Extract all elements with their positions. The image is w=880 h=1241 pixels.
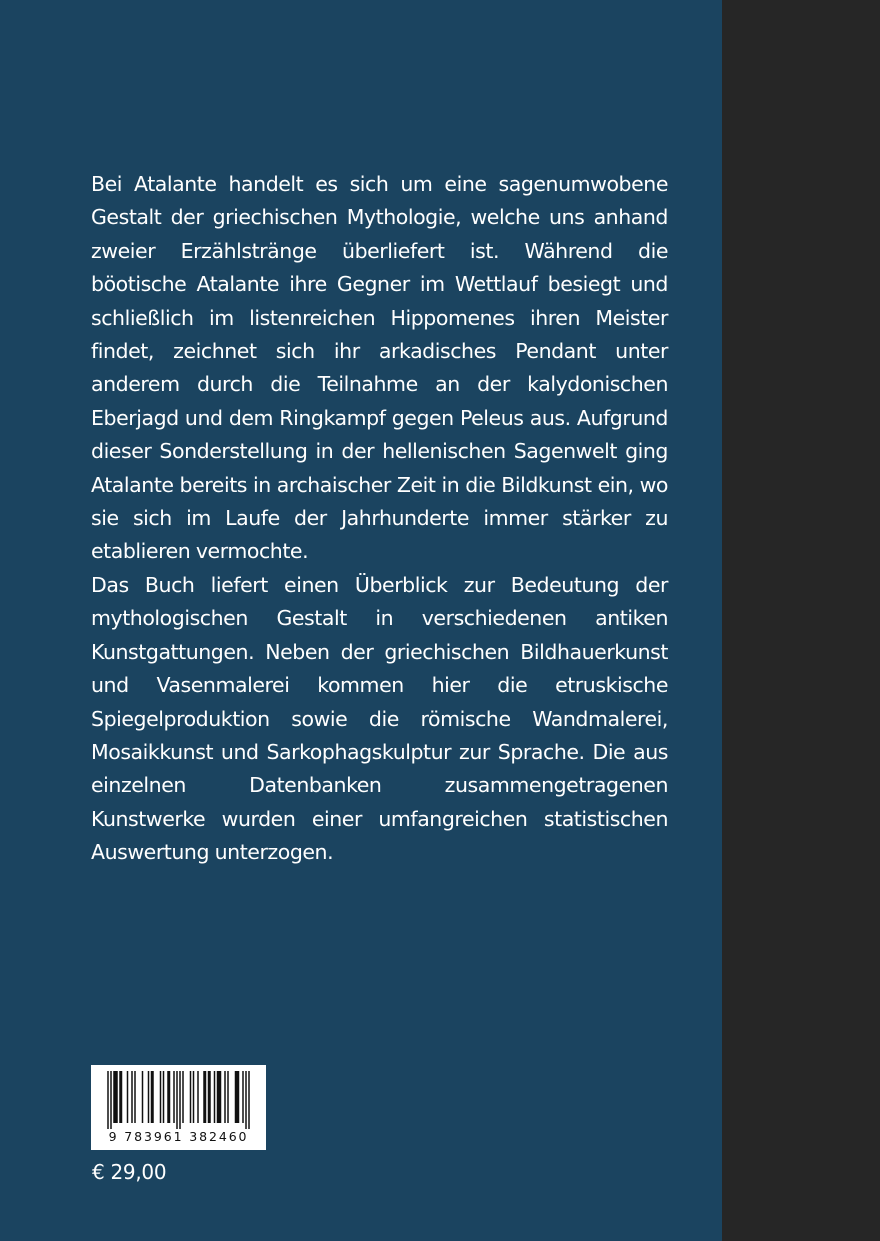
barcode-bar: [248, 1071, 250, 1129]
barcode-bar: [119, 1071, 122, 1123]
barcode-bar: [148, 1071, 150, 1123]
barcode-bar: [131, 1071, 133, 1123]
barcode-bar: [197, 1071, 199, 1123]
barcode-bar: [190, 1071, 192, 1123]
barcode-bar: [203, 1071, 206, 1123]
barcode-bar: [113, 1071, 118, 1123]
barcode-bar: [217, 1071, 222, 1123]
barcode-bar: [182, 1071, 184, 1123]
barcode-bar: [224, 1071, 226, 1123]
barcode-bar: [214, 1071, 216, 1123]
price-label: € 29,00: [92, 1160, 167, 1184]
barcode-bar: [193, 1071, 195, 1123]
blurb-paragraph-2: Das Buch liefert einen Überblick zur Bedeutung der mythologischen Gestalt in verschiedenen antiken Kunstgattungen. Neben der griechischen Bildhauerkunst und Vasenmalerei kommen hier die etruskische Spiegelproduktion sowie die römische Wandmalerei, Mosaikkunst und Sarkophagskulptur zur Sprache. Die aus einzelnen Datenbanken zusammengetragenen Kunstwerke wurden einer umfangreichen statistischen Auswertung unterzogen.: [91, 572, 668, 865]
barcode-bar: [227, 1071, 229, 1123]
barcode-bar: [245, 1071, 247, 1129]
barcode-bar: [179, 1071, 181, 1129]
barcode-bar: [242, 1071, 244, 1123]
barcode-bar: [208, 1071, 211, 1123]
barcode-digits: 9 783961 382460: [108, 1129, 249, 1144]
barcode-bar: [173, 1071, 175, 1123]
barcode-bar: [163, 1071, 165, 1123]
book-spine: [722, 0, 880, 1241]
barcode-bar: [134, 1071, 136, 1123]
barcode-bar: [151, 1071, 154, 1123]
blurb-paragraph-1: Bei Atalante handelt es sich um eine sagenumwobene Gestalt der griechischen Mythologie, welche uns anhand zweier Erzählstränge überliefert ist. Während die böotische Atalante ihre Gegner im Wettlauf besiegt und schließlich im listenreichen Hippomenes ihren Meister findet, zeichnet sich ihr arkadisches Pendant unter anderem durch die Teilnahme an der kalydonischen Eberjagd und dem Ringkampf gegen Peleus aus. Aufgrund dieser Sonderstellung in der hellenischen Sagenwelt ging Atalante bereits in archaischer Zeit in die Bildkunst ein, wo sie sich im Laufe der Jahrhunderte immer stärker zu etablieren vermochte.: [91, 172, 668, 564]
barcode-bar: [127, 1071, 129, 1123]
barcode-bar: [107, 1071, 109, 1129]
barcode-bar: [110, 1071, 112, 1129]
back-cover-blurb: [91, 168, 668, 870]
barcode-bars: [91, 1065, 266, 1131]
barcode-bar: [176, 1071, 178, 1129]
barcode-bar: [167, 1071, 170, 1123]
barcode-bar: [235, 1071, 240, 1123]
barcode-bar: [142, 1071, 144, 1123]
isbn-barcode: [91, 1065, 266, 1150]
barcode-bar: [160, 1071, 162, 1123]
